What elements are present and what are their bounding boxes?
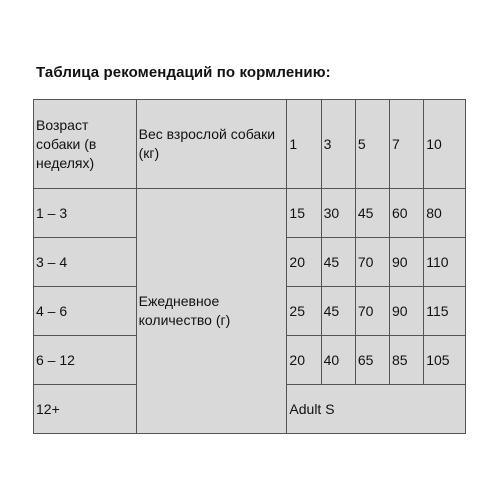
header-weight-value: 7 [390, 100, 424, 189]
age-cell: 6 – 12 [34, 336, 137, 385]
age-cell: 4 – 6 [34, 287, 137, 336]
amount-cell: 70 [355, 287, 389, 336]
table-row [34, 189, 466, 238]
amount-cell: 115 [424, 287, 466, 336]
amount-cell: 15 [287, 189, 321, 238]
feeding-table [33, 99, 466, 434]
header-weight-value: 1 [287, 100, 321, 189]
adult-product-cell: Adult S [287, 385, 466, 434]
amount-cell: 20 [287, 336, 321, 385]
header-weight-value: 5 [355, 100, 389, 189]
amount-cell: 20 [287, 238, 321, 287]
header-age: Возраст собаки (в неделях) [34, 100, 137, 189]
header-weight: Вес взрослой собаки (кг) [136, 100, 287, 189]
amount-cell: 30 [321, 189, 355, 238]
amount-cell: 45 [321, 287, 355, 336]
daily-amount-label: Ежедневное количество (г) [136, 189, 287, 434]
amount-cell: 85 [390, 336, 424, 385]
amount-cell: 45 [321, 238, 355, 287]
amount-cell: 25 [287, 287, 321, 336]
header-weight-value: 10 [424, 100, 466, 189]
amount-cell: 90 [390, 287, 424, 336]
age-cell: 12+ [34, 385, 137, 434]
amount-cell: 105 [424, 336, 466, 385]
amount-cell: 45 [355, 189, 389, 238]
amount-cell: 90 [390, 238, 424, 287]
amount-cell: 40 [321, 336, 355, 385]
amount-cell: 60 [390, 189, 424, 238]
amount-cell: 65 [355, 336, 389, 385]
header-weight-value: 3 [321, 100, 355, 189]
amount-cell: 80 [424, 189, 466, 238]
age-cell: 1 – 3 [34, 189, 137, 238]
amount-cell: 110 [424, 238, 466, 287]
page-title: Таблица рекомендаций по кормлению: [36, 64, 331, 81]
table-header-row [34, 100, 466, 189]
age-cell: 3 – 4 [34, 238, 137, 287]
amount-cell: 70 [355, 238, 389, 287]
